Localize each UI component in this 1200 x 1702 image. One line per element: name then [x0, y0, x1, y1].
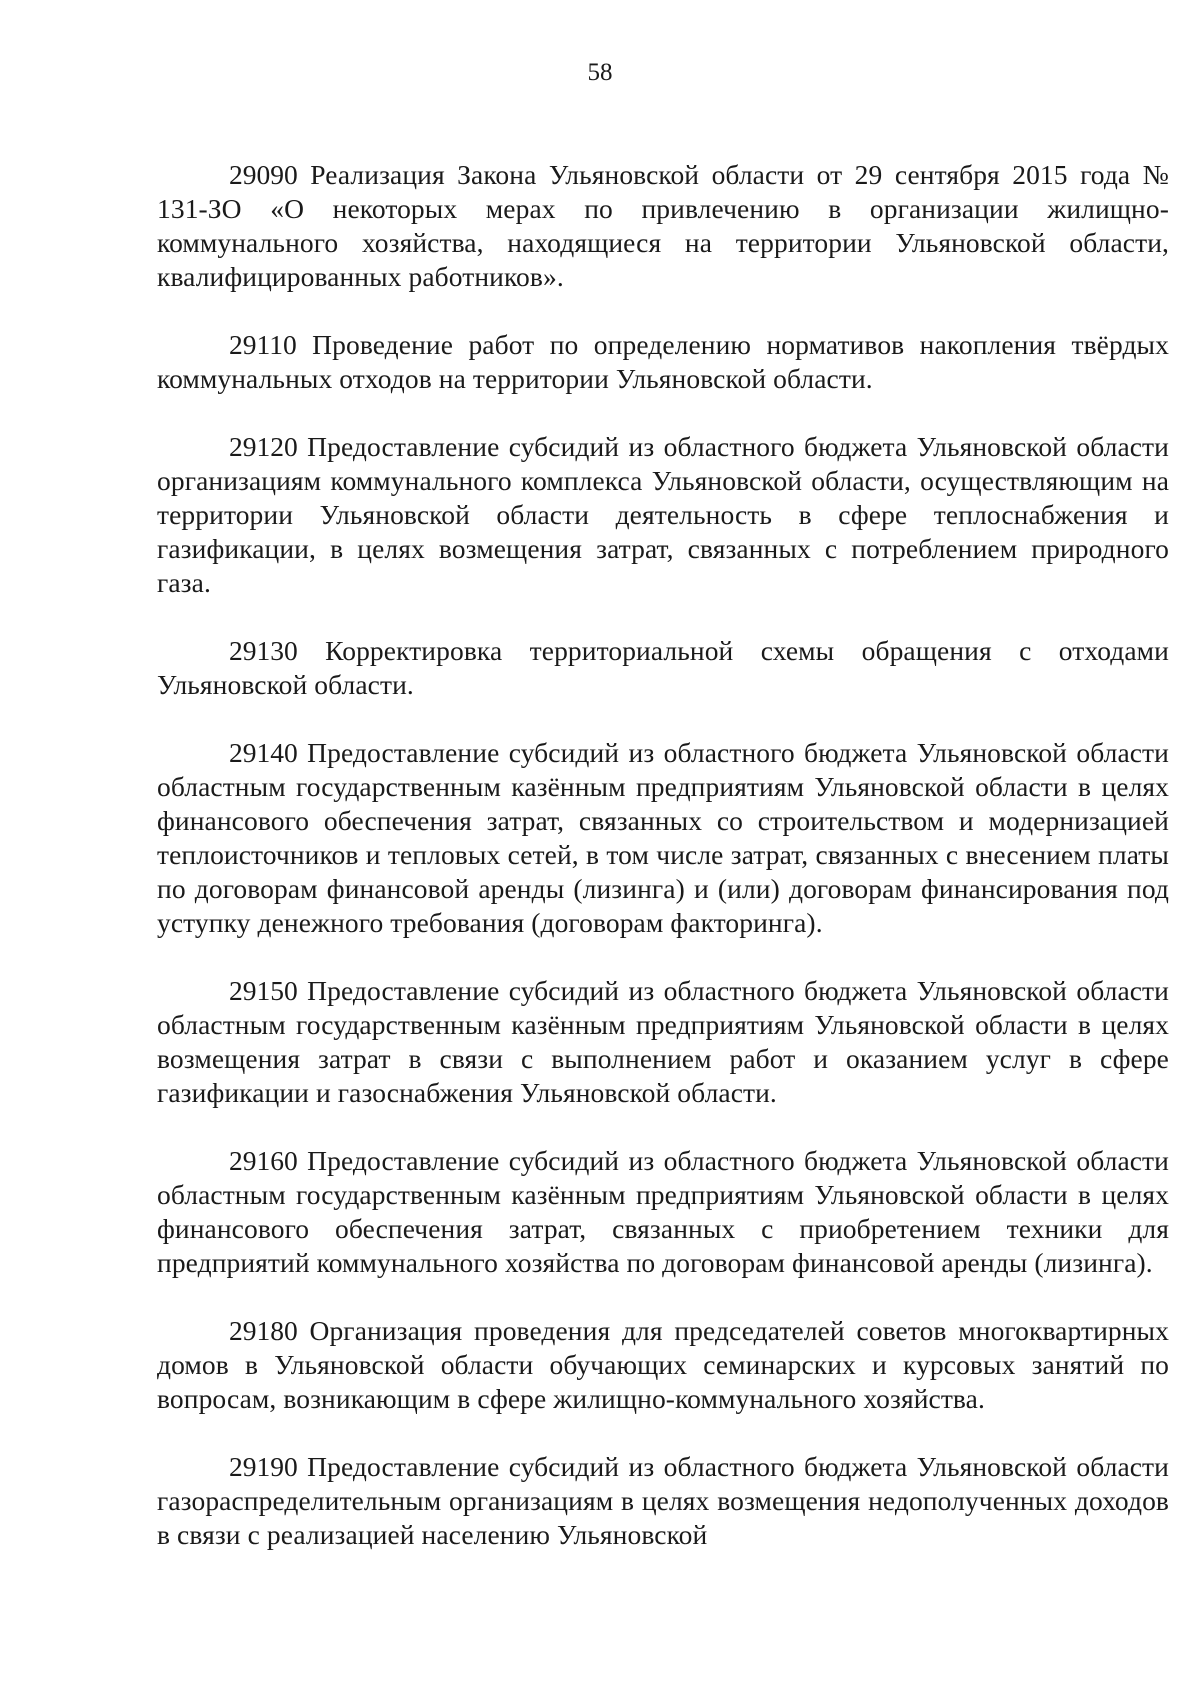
paragraph-29180	[157, 1314, 1169, 1416]
document-body	[157, 158, 1169, 1586]
paragraph-code: 29150	[229, 975, 298, 1006]
paragraph-code: 29190	[229, 1451, 298, 1482]
paragraph-text: Предоставление субсидий из областного бюджета Ульяновской области газораспределительным организациям в целях возмещения недополученных доходов в связи с реализацией населению Ульяновской	[157, 1451, 1169, 1550]
paragraph-29150	[157, 974, 1169, 1110]
paragraph-29110	[157, 328, 1169, 396]
paragraph-29190	[157, 1450, 1169, 1552]
page-number: 58	[587, 59, 613, 86]
paragraph-text: Предоставление субсидий из областного бюджета Ульяновской области областным государственным казённым предприятиям Ульяновской области в целях финансового обеспечения затрат, связанных со строительством и модернизацией теплоисточников и тепловых сетей, в том числе затрат, связанных с внесением платы по договорам финансовой аренды (лизинга) и (или) договорам финансирования под уступку денежного требования (договорам факторинга).	[157, 737, 1169, 938]
paragraph-text: Предоставление субсидий из областного бюджета Ульяновской области организациям коммунального комплекса Ульяновской области, осуществляющим на территории Ульяновской области деятельность в сфере теплоснабжения и газификации, в целях возмещения затрат, связанных с потреблением природного газа.	[157, 431, 1169, 598]
paragraph-text: Предоставление субсидий из областного бюджета Ульяновской области областным государственным казённым предприятиям Ульяновской области в целях возмещения затрат в связи с выполнением работ и оказанием услуг в сфере газификации и газоснабжения Ульяновской области.	[157, 975, 1169, 1108]
paragraph-29140	[157, 736, 1169, 940]
paragraph-29120	[157, 430, 1169, 600]
paragraph-text: Организация проведения для председателей советов многоквартирных домов в Ульяновской области обучающих семинарских и курсовых занятий по вопросам, возникающим в сфере жилищно-коммунального хозяйства.	[157, 1315, 1169, 1414]
paragraph-code: 29120	[229, 431, 298, 462]
paragraph-code: 29160	[229, 1145, 298, 1176]
paragraph-code: 29090	[229, 159, 298, 190]
paragraph-29090	[157, 158, 1169, 294]
paragraph-text: Проведение работ по определению нормативов накопления твёрдых коммунальных отходов на территории Ульяновской области.	[157, 329, 1169, 394]
paragraph-code: 29140	[229, 737, 298, 768]
paragraph-code: 29130	[229, 635, 298, 666]
paragraph-text: Корректировка территориальной схемы обращения с отходами Ульяновской области.	[157, 635, 1169, 700]
paragraph-text: Реализация Закона Ульяновской области от 29 сентября 2015 года № 131-ЗО «О некоторых мерах по привлечению в организации жилищно-коммунального хозяйства, находящиеся на территории Ульяновской области, квалифицированных работников».	[157, 159, 1170, 292]
paragraph-text: Предоставление субсидий из областного бюджета Ульяновской области областным государственным казённым предприятиям Ульяновской области в целях финансового обеспечения затрат, связанных с приобретением техники для предприятий коммунального хозяйства по договорам финансовой аренды (лизинга).	[157, 1145, 1169, 1278]
paragraph-29160	[157, 1144, 1169, 1280]
paragraph-code: 29180	[229, 1315, 298, 1346]
paragraph-code: 29110	[229, 329, 297, 360]
paragraph-29130	[157, 634, 1169, 702]
